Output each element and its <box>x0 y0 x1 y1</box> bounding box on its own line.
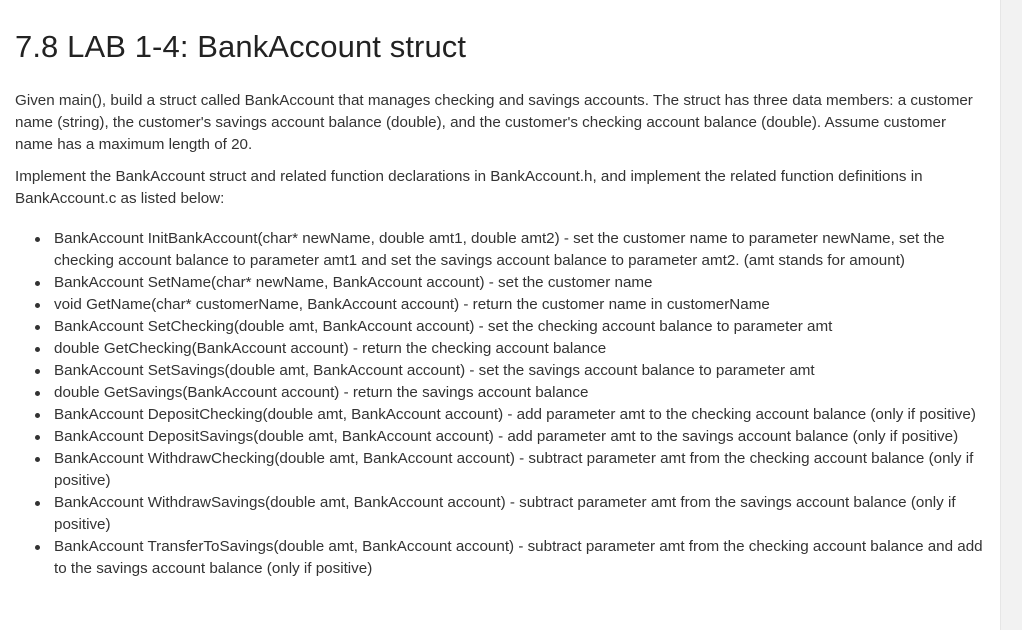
function-item-transfer-to-savings <box>15 536 987 580</box>
function-item-withdraw-checking <box>15 448 987 492</box>
bullet-icon <box>35 325 40 330</box>
function-text: BankAccount WithdrawChecking(double amt, BankAccount account) - subtract parameter amt from the checking account balance (only if positive) <box>54 450 974 489</box>
function-item-set-name <box>15 272 987 294</box>
function-text: double GetChecking(BankAccount account) - return the checking account balance <box>54 340 607 357</box>
function-text: BankAccount InitBankAccount(char* newName, double amt1, double amt2) - set the customer name to parameter newName, set the checking account balance to parameter amt1 and set the savings account balance to parameter amt2. (amt stands for amount) <box>54 230 945 269</box>
function-text: BankAccount SetChecking(double amt, BankAccount account) - set the checking account balance to parameter amt <box>54 318 833 335</box>
scrollbar[interactable] <box>1000 0 1022 630</box>
bullet-icon <box>35 391 40 396</box>
function-item-deposit-checking <box>15 404 987 426</box>
function-text: BankAccount DepositSavings(double amt, BankAccount account) - add parameter amt to the savings account balance (only if positive) <box>54 428 959 445</box>
function-text: BankAccount TransferToSavings(double amt, BankAccount account) - subtract parameter amt from the checking account balance and add to the savings account balance (only if positive) <box>54 538 983 577</box>
function-text: BankAccount WithdrawSavings(double amt, BankAccount account) - subtract parameter amt from the savings account balance (only if positive) <box>54 494 956 533</box>
bullet-icon <box>35 303 40 308</box>
function-text: BankAccount DepositChecking(double amt, BankAccount account) - add parameter amt to the checking account balance (only if positive) <box>54 406 976 423</box>
function-text: BankAccount SetSavings(double amt, BankAccount account) - set the savings account balance to parameter amt <box>54 362 815 379</box>
bullet-icon <box>35 413 40 418</box>
page-title: 7.8 LAB 1-4: BankAccount struct <box>15 29 467 64</box>
function-text: double GetSavings(BankAccount account) - return the savings account balance <box>54 384 589 401</box>
function-item-get-checking <box>15 338 987 360</box>
function-item-init <box>15 228 987 272</box>
bullet-icon <box>35 501 40 506</box>
lab-content <box>15 0 987 580</box>
function-text: void GetName(char* customerName, BankAccount account) - return the customer name in customerName <box>54 296 770 313</box>
function-item-set-savings <box>15 360 987 382</box>
bullet-icon <box>35 369 40 374</box>
function-item-get-savings <box>15 382 987 404</box>
bullet-icon <box>35 347 40 352</box>
function-list <box>15 228 987 580</box>
bullet-icon <box>35 237 40 242</box>
function-text: BankAccount SetName(char* newName, BankAccount account) - set the customer name <box>54 274 653 291</box>
bullet-icon <box>35 545 40 550</box>
function-item-deposit-savings <box>15 426 987 448</box>
function-item-withdraw-savings <box>15 492 987 536</box>
bullet-icon <box>35 435 40 440</box>
bullet-icon <box>35 457 40 462</box>
function-item-set-checking <box>15 316 987 338</box>
implement-paragraph: Implement the BankAccount struct and related function declarations in BankAccount.h, and implement the related function definitions in BankAccount.c as listed below: <box>15 168 923 207</box>
function-item-get-name <box>15 294 987 316</box>
intro-paragraph: Given main(), build a struct called BankAccount that manages checking and savings accounts. The struct has three data members: a customer name (string), the customer's savings account balance (double), and the customer's checking account balance (double). Assume customer name has a maximum length of 20. <box>15 92 973 153</box>
bullet-icon <box>35 281 40 286</box>
